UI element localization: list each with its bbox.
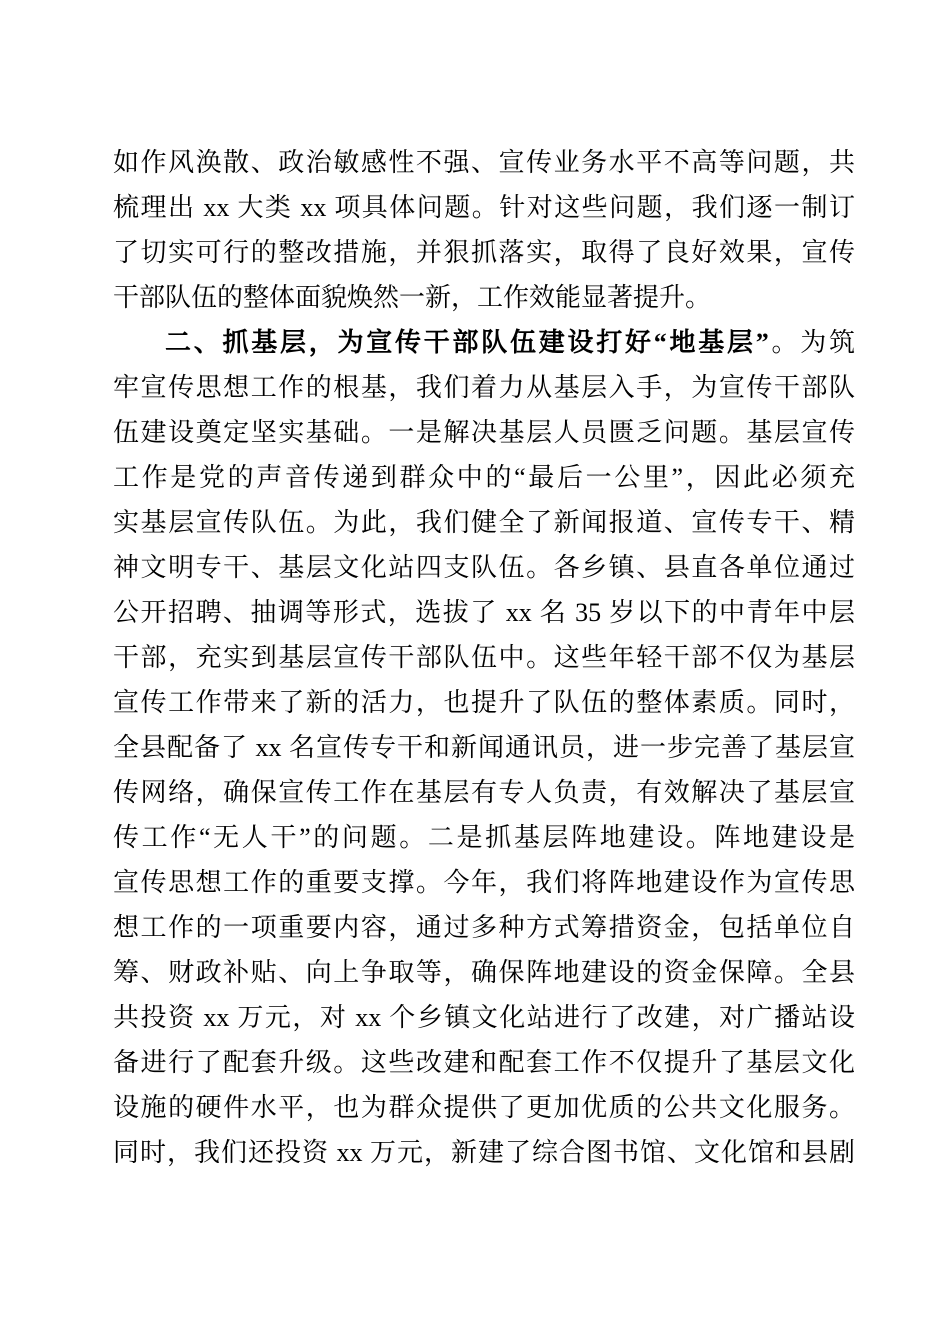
section-heading-line	[113, 320, 855, 365]
paragraph-1-line-4: 干部队伍的整体面貌焕然一新，工作效能显著提升。	[113, 283, 712, 312]
paragraph-2-line-6: 公开招聘、抽调等形式，选拔了 xx 名 35 岁以下的中青年中层	[113, 598, 855, 627]
paragraph-2-line-5: 神文明专干、基层文化站四支队伍。各乡镇、县直各单位通过	[113, 553, 855, 582]
document-text-block	[113, 140, 855, 1175]
paragraph-2-line-13: 想工作的一项重要内容，通过多种方式筹措资金，包括单位自	[113, 913, 855, 942]
paragraph-2-line-11: 传工作“无人干”的问题。二是抓基层阵地建设。阵地建设是	[113, 823, 855, 852]
paragraph-1-line-1: 如作风涣散、政治敏感性不强、宣传业务水平不高等问题，共	[113, 148, 855, 177]
paragraph-2-line-7: 干部，充实到基层宣传干部队伍中。这些年轻干部不仅为基层	[113, 643, 855, 672]
paragraph-2-line-14: 筹、财政补贴、向上争取等，确保阵地建设的资金保障。全县	[113, 958, 855, 987]
paragraph-2-line-4: 实基层宣传队伍。为此，我们健全了新闻报道、宣传专干、精	[113, 508, 855, 537]
section-heading-tail-text: 。为筑	[768, 328, 855, 357]
paragraph-2-line-2: 伍建设奠定坚实基础。一是解决基层人员匮乏问题。基层宣传	[113, 418, 855, 447]
section-heading-bold-text: 二、抓基层，为宣传干部队伍建设打好“地基层”	[165, 328, 769, 357]
paragraph-1-line-2: 梳理出 xx 大类 xx 项具体问题。针对这些问题，我们逐一制订	[113, 193, 855, 222]
paragraph-2-line-8: 宣传工作带来了新的活力，也提升了队伍的整体素质。同时，	[113, 688, 855, 717]
paragraph-2-line-3: 工作是党的声音传递到群众中的“最后一公里”，因此必须充	[113, 463, 855, 492]
paragraph-2-line-1: 牢宣传思想工作的根基，我们着力从基层入手，为宣传干部队	[113, 373, 855, 402]
paragraph-2-line-10: 传网络，确保宣传工作在基层有专人负责，有效解决了基层宣	[113, 778, 855, 807]
paragraph-2-line-16: 备进行了配套升级。这些改建和配套工作不仅提升了基层文化	[113, 1048, 855, 1077]
paragraph-2-line-18: 同时，我们还投资 xx 万元，新建了综合图书馆、文化馆和县剧	[113, 1138, 855, 1167]
paragraph-2-line-9: 全县配备了 xx 名宣传专干和新闻通讯员，进一步完善了基层宣	[113, 733, 855, 762]
paragraph-2-line-12: 宣传思想工作的重要支撑。今年，我们将阵地建设作为宣传思	[113, 868, 855, 897]
paragraph-2-line-17: 设施的硬件水平，也为群众提供了更加优质的公共文化服务。	[113, 1093, 855, 1122]
paragraph-2-line-15: 共投资 xx 万元，对 xx 个乡镇文化站进行了改建，对广播站设	[113, 1003, 855, 1032]
paragraph-1-line-3: 了切实可行的整改措施，并狠抓落实，取得了良好效果，宣传	[113, 238, 855, 267]
